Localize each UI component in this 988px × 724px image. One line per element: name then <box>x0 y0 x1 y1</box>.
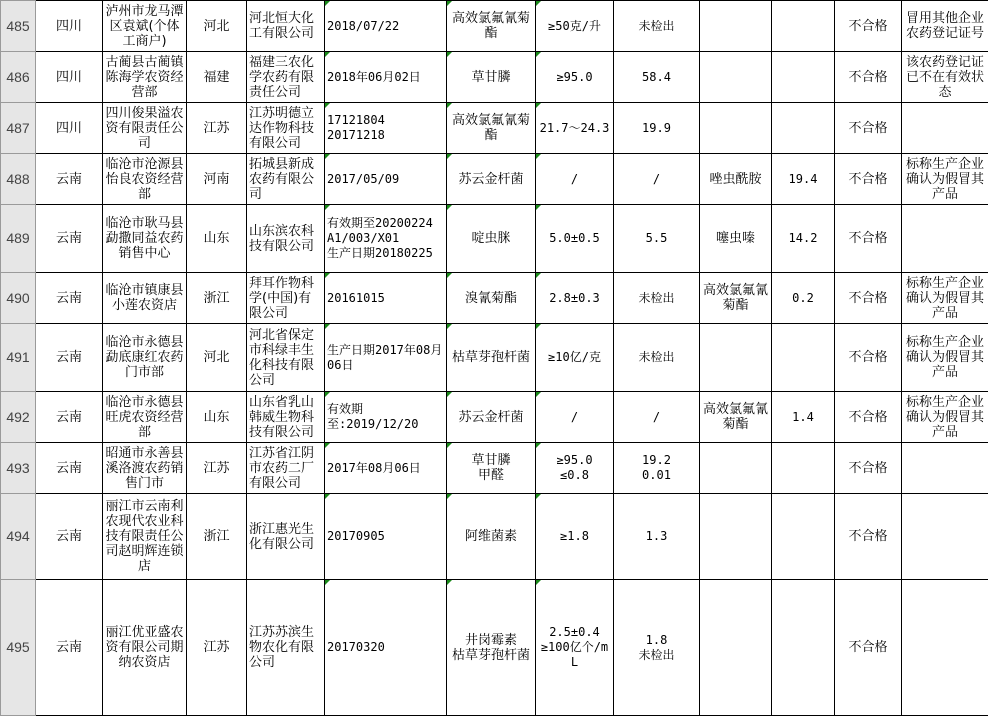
other-value-cell[interactable] <box>772 52 835 103</box>
manufacturer-cell[interactable]: 河北恒大化工有限公司 <box>247 1 325 52</box>
table-row[interactable] <box>1 103 988 154</box>
standard-value-cell[interactable]: 21.7～24.3 <box>536 103 614 154</box>
province-cell[interactable]: 四川 <box>36 1 103 52</box>
seller-cell[interactable]: 泸州市龙马潭区袁斌(个体工商户) <box>103 1 187 52</box>
other-value-cell[interactable] <box>772 580 835 716</box>
other-value-cell[interactable] <box>772 443 835 494</box>
row-number[interactable]: 491 <box>1 324 36 392</box>
ingredient-cell[interactable]: 苏云金杆菌 <box>447 154 536 205</box>
manufacturer-province-cell[interactable]: 江苏 <box>187 580 247 716</box>
cell-comment-indicator <box>447 1 452 6</box>
seller-cell[interactable]: 临沧市耿马县勐撒同益农药销售中心 <box>103 205 187 273</box>
row-number[interactable]: 488 <box>1 154 36 205</box>
measured-value-cell[interactable]: 58.4 <box>614 52 700 103</box>
ingredient-cell[interactable]: 啶虫脒 <box>447 205 536 273</box>
manufacturer-cell[interactable]: 拓城县新成农药有限公司 <box>247 154 325 205</box>
province-cell[interactable]: 四川 <box>36 103 103 154</box>
ingredient-cell[interactable]: 苏云金杆菌 <box>447 392 536 443</box>
table-row[interactable] <box>1 154 988 205</box>
other-value-cell[interactable] <box>772 103 835 154</box>
production-date-cell[interactable]: 2017年08月06日 <box>325 443 447 494</box>
manufacturer-province-cell[interactable]: 河北 <box>187 1 247 52</box>
other-ingredient-cell[interactable] <box>700 494 772 580</box>
note-cell[interactable]: 标称生产企业确认为假冒其产品 <box>902 273 988 324</box>
ingredient-cell[interactable]: 高效氯氟氰菊酯 <box>447 1 536 52</box>
production-date-cell[interactable]: 生产日期2017年08月06日 <box>325 324 447 392</box>
cell-comment-indicator <box>447 580 452 585</box>
result-cell[interactable]: 不合格 <box>835 154 902 205</box>
measured-value-cell[interactable]: / <box>614 154 700 205</box>
manufacturer-province-cell[interactable]: 江苏 <box>187 103 247 154</box>
ingredient-cell[interactable]: 溴氰菊酯 <box>447 273 536 324</box>
other-ingredient-cell[interactable]: 唑虫酰胺 <box>700 154 772 205</box>
manufacturer-cell[interactable]: 福建三农化学农药有限责任公司 <box>247 52 325 103</box>
other-ingredient-cell[interactable] <box>700 443 772 494</box>
standard-value-cell[interactable]: ≥1.8 <box>536 494 614 580</box>
standard-value-cell[interactable]: / <box>536 154 614 205</box>
result-cell[interactable]: 不合格 <box>835 1 902 52</box>
cell-comment-indicator <box>447 103 452 108</box>
table-row[interactable] <box>1 1 988 52</box>
cell-comment-indicator <box>325 154 330 159</box>
seller-cell[interactable]: 临沧市沧源县怡良农资经营部 <box>103 154 187 205</box>
ingredient-cell[interactable]: 高效氯氟氰菊酯 <box>447 103 536 154</box>
ingredient-cell[interactable]: 阿维菌素 <box>447 494 536 580</box>
note-cell[interactable]: 标称生产企业确认为假冒其产品 <box>902 324 988 392</box>
table-row[interactable] <box>1 273 988 324</box>
production-date-cell[interactable]: 有效期 至:2019/12/20 <box>325 392 447 443</box>
cell-comment-indicator <box>447 52 452 57</box>
ingredient-cell[interactable]: 草甘膦 甲醛 <box>447 443 536 494</box>
province-cell[interactable]: 云南 <box>36 580 103 716</box>
measured-value-cell[interactable]: 1.8 未检出 <box>614 580 700 716</box>
result-cell[interactable]: 不合格 <box>835 494 902 580</box>
other-ingredient-cell[interactable] <box>700 580 772 716</box>
cell-comment-indicator <box>536 154 541 159</box>
production-date-cell[interactable]: 20170320 <box>325 580 447 716</box>
cell-comment-indicator <box>325 103 330 108</box>
row-number[interactable]: 494 <box>1 494 36 580</box>
cell-comment-indicator <box>536 52 541 57</box>
cell-comment-indicator <box>447 324 452 329</box>
other-value-cell[interactable]: 0.2 <box>772 273 835 324</box>
table-row[interactable] <box>1 52 988 103</box>
table-row[interactable] <box>1 324 988 392</box>
cell-comment-indicator <box>536 494 541 499</box>
note-cell[interactable]: 标称生产企业确认为假冒其产品 <box>902 392 988 443</box>
measured-value-cell[interactable]: 1.3 <box>614 494 700 580</box>
province-cell[interactable]: 云南 <box>36 443 103 494</box>
standard-value-cell[interactable]: 5.0±0.5 <box>536 205 614 273</box>
result-cell[interactable]: 不合格 <box>835 392 902 443</box>
note-cell[interactable] <box>902 205 988 273</box>
seller-cell[interactable]: 四川俊果溢农资有限责任公司 <box>103 103 187 154</box>
standard-value-cell[interactable]: ≥95.0 <box>536 52 614 103</box>
seller-cell[interactable]: 临沧市永德县勐底康红农药门市部 <box>103 324 187 392</box>
measured-value-cell[interactable]: 未检出 <box>614 324 700 392</box>
note-cell[interactable] <box>902 494 988 580</box>
note-cell[interactable]: 冒用其他企业农药登记证号 <box>902 1 988 52</box>
table-row[interactable] <box>1 205 988 273</box>
production-date-cell[interactable]: 17121804 20171218 <box>325 103 447 154</box>
standard-value-cell[interactable]: / <box>536 392 614 443</box>
province-cell[interactable]: 云南 <box>36 324 103 392</box>
cell-comment-indicator <box>447 205 452 210</box>
row-number[interactable]: 492 <box>1 392 36 443</box>
measured-value-cell[interactable]: 19.2 0.01 <box>614 443 700 494</box>
result-cell[interactable]: 不合格 <box>835 443 902 494</box>
manufacturer-province-cell[interactable]: 河北 <box>187 324 247 392</box>
table-body <box>1 1 988 716</box>
note-cell[interactable] <box>902 443 988 494</box>
cell-comment-indicator <box>325 52 330 57</box>
standard-value-cell[interactable]: 2.5±0.4 ≥100亿个/mL <box>536 580 614 716</box>
seller-cell[interactable]: 古蔺县古蔺镇陈海学农资经营部 <box>103 52 187 103</box>
note-cell[interactable] <box>902 103 988 154</box>
seller-cell[interactable]: 临沧市镇康县小莲农资店 <box>103 273 187 324</box>
result-cell[interactable]: 不合格 <box>835 205 902 273</box>
standard-value-cell[interactable]: 2.8±0.3 <box>536 273 614 324</box>
cell-comment-indicator <box>536 580 541 585</box>
cell-comment-indicator <box>536 205 541 210</box>
standard-value-cell[interactable]: ≥95.0 ≤0.8 <box>536 443 614 494</box>
other-value-cell[interactable] <box>772 494 835 580</box>
table-row[interactable] <box>1 494 988 580</box>
other-ingredient-cell[interactable]: 高效氯氟氰菊酯 <box>700 392 772 443</box>
manufacturer-province-cell[interactable]: 山东 <box>187 205 247 273</box>
row-number[interactable]: 493 <box>1 443 36 494</box>
cell-comment-indicator <box>536 392 541 397</box>
manufacturer-cell[interactable]: 河北省保定市科绿丰生化科技有限公司 <box>247 324 325 392</box>
row-number[interactable]: 487 <box>1 103 36 154</box>
row-number[interactable]: 490 <box>1 273 36 324</box>
note-cell[interactable]: 标称生产企业确认为假冒其产品 <box>902 154 988 205</box>
manufacturer-cell[interactable]: 浙江惠光生化有限公司 <box>247 494 325 580</box>
result-cell[interactable]: 不合格 <box>835 580 902 716</box>
production-date-cell[interactable]: 2018/07/22 <box>325 1 447 52</box>
province-cell[interactable]: 云南 <box>36 494 103 580</box>
cell-comment-indicator <box>447 443 452 448</box>
manufacturer-province-cell[interactable]: 浙江 <box>187 494 247 580</box>
seller-cell[interactable]: 丽江市云南利农现代农业科技有限责任公司赵明辉连锁店 <box>103 494 187 580</box>
row-number[interactable]: 495 <box>1 580 36 716</box>
cell-comment-indicator <box>325 273 330 278</box>
result-cell[interactable]: 不合格 <box>835 324 902 392</box>
note-cell[interactable]: 该农药登记证已不在有效状态 <box>902 52 988 103</box>
province-cell[interactable]: 云南 <box>36 392 103 443</box>
province-cell[interactable]: 四川 <box>36 52 103 103</box>
cell-comment-indicator <box>536 1 541 6</box>
province-cell[interactable]: 云南 <box>36 205 103 273</box>
cell-comment-indicator <box>447 273 452 278</box>
row-number[interactable]: 486 <box>1 52 36 103</box>
row-number[interactable]: 489 <box>1 205 36 273</box>
result-cell[interactable]: 不合格 <box>835 103 902 154</box>
measured-value-cell[interactable]: / <box>614 392 700 443</box>
cell-comment-indicator <box>325 494 330 499</box>
result-cell[interactable]: 不合格 <box>835 52 902 103</box>
result-cell[interactable]: 不合格 <box>835 273 902 324</box>
ingredient-cell[interactable]: 草甘膦 <box>447 52 536 103</box>
manufacturer-cell[interactable]: 江苏省江阴市农药二厂有限公司 <box>247 443 325 494</box>
cell-comment-indicator <box>536 324 541 329</box>
seller-cell[interactable]: 临沧市永德县旺虎农资经营部 <box>103 392 187 443</box>
other-ingredient-cell[interactable] <box>700 1 772 52</box>
other-value-cell[interactable] <box>772 324 835 392</box>
cell-comment-indicator <box>447 392 452 397</box>
cell-comment-indicator <box>447 494 452 499</box>
table-row[interactable] <box>1 580 988 716</box>
manufacturer-cell[interactable]: 山东滨农科技有限公司 <box>247 205 325 273</box>
measured-value-cell[interactable]: 未检出 <box>614 273 700 324</box>
cell-comment-indicator <box>325 205 330 210</box>
note-cell[interactable] <box>902 580 988 716</box>
manufacturer-cell[interactable]: 江苏明德立达作物科技有限公司 <box>247 103 325 154</box>
province-cell[interactable]: 云南 <box>36 154 103 205</box>
cell-comment-indicator <box>325 443 330 448</box>
other-value-cell[interactable]: 19.4 <box>772 154 835 205</box>
seller-cell[interactable]: 丽江优亚盛农资有限公司期纳农资店 <box>103 580 187 716</box>
standard-value-cell[interactable]: ≥10亿/克 <box>536 324 614 392</box>
manufacturer-province-cell[interactable]: 山东 <box>187 392 247 443</box>
table-row[interactable] <box>1 392 988 443</box>
manufacturer-province-cell[interactable]: 福建 <box>187 52 247 103</box>
measured-value-cell[interactable]: 19.9 <box>614 103 700 154</box>
standard-value-cell[interactable]: ≥50克/升 <box>536 1 614 52</box>
cell-comment-indicator <box>325 392 330 397</box>
other-value-cell[interactable]: 14.2 <box>772 205 835 273</box>
cell-comment-indicator <box>325 580 330 585</box>
production-date-cell[interactable]: 20161015 <box>325 273 447 324</box>
other-ingredient-cell[interactable] <box>700 52 772 103</box>
ingredient-cell[interactable]: 井岗霉素 枯草芽孢杆菌 <box>447 580 536 716</box>
manufacturer-province-cell[interactable]: 江苏 <box>187 443 247 494</box>
seller-cell[interactable]: 昭通市永善县溪洛渡农药销售门市 <box>103 443 187 494</box>
cell-comment-indicator <box>536 273 541 278</box>
manufacturer-cell[interactable]: 江苏苏滨生物农化有限公司 <box>247 580 325 716</box>
production-date-cell[interactable]: 有效期至20200224 A1/003/X01 生产日期20180225 <box>325 205 447 273</box>
other-ingredient-cell[interactable] <box>700 103 772 154</box>
row-number[interactable]: 485 <box>1 1 36 52</box>
table-row[interactable] <box>1 443 988 494</box>
other-ingredient-cell[interactable]: 高效氯氟氰菊酯 <box>700 273 772 324</box>
cell-comment-indicator <box>325 1 330 6</box>
manufacturer-cell[interactable]: 山东省乳山韩威生物科技有限公司 <box>247 392 325 443</box>
other-ingredient-cell[interactable]: 噻虫嗪 <box>700 205 772 273</box>
other-value-cell[interactable] <box>772 1 835 52</box>
measured-value-cell[interactable]: 未检出 <box>614 1 700 52</box>
manufacturer-cell[interactable]: 拜耳作物科学(中国)有限公司 <box>247 273 325 324</box>
manufacturer-province-cell[interactable]: 河南 <box>187 154 247 205</box>
cell-comment-indicator <box>536 103 541 108</box>
other-ingredient-cell[interactable] <box>700 324 772 392</box>
measured-value-cell[interactable]: 5.5 <box>614 205 700 273</box>
production-date-cell[interactable]: 20170905 <box>325 494 447 580</box>
manufacturer-province-cell[interactable]: 浙江 <box>187 273 247 324</box>
cell-comment-indicator <box>536 443 541 448</box>
ingredient-cell[interactable]: 枯草芽孢杆菌 <box>447 324 536 392</box>
production-date-cell[interactable]: 2017/05/09 <box>325 154 447 205</box>
other-value-cell[interactable]: 1.4 <box>772 392 835 443</box>
cell-comment-indicator <box>325 324 330 329</box>
production-date-cell[interactable]: 2018年06月02日 <box>325 52 447 103</box>
province-cell[interactable]: 云南 <box>36 273 103 324</box>
cell-comment-indicator <box>447 154 452 159</box>
